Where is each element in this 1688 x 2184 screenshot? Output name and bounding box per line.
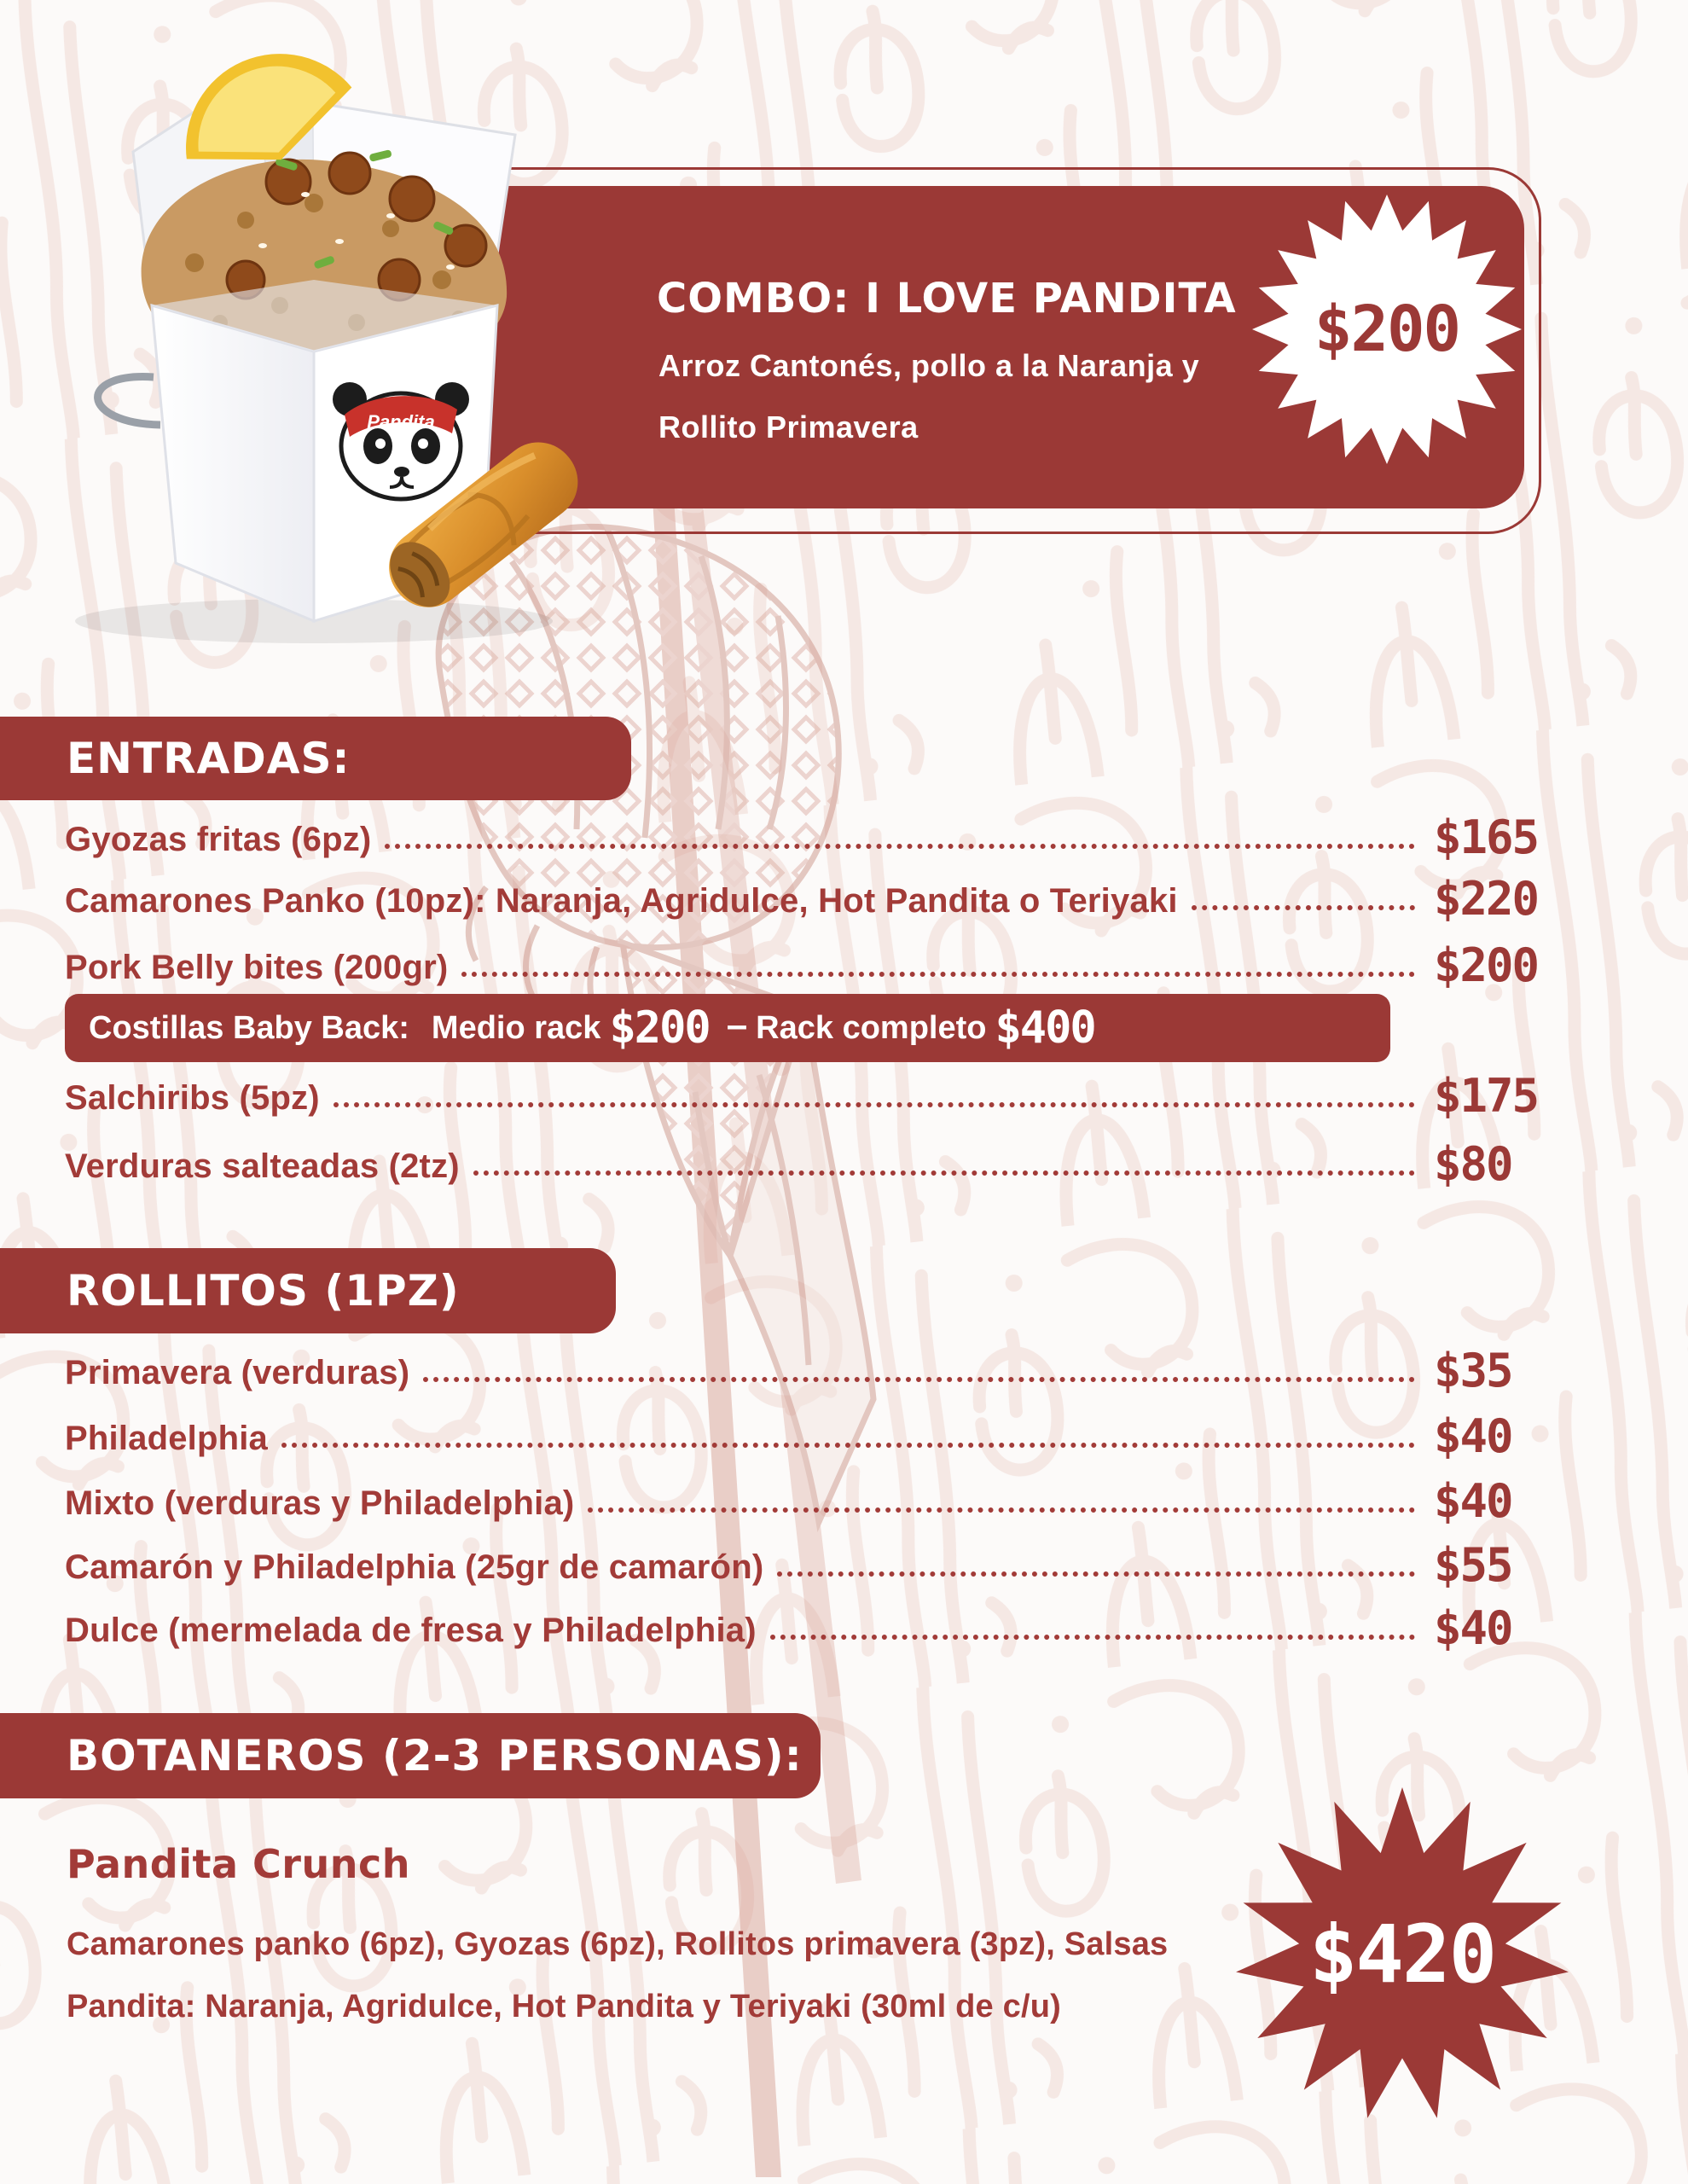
- section-header-label: ENTRADAS:: [67, 734, 351, 783]
- combo-description-line2: Rollito Primavera: [658, 410, 919, 444]
- menu-item-row: [65, 868, 1634, 926]
- dotted-leader: [385, 844, 1415, 849]
- combo-photo: [32, 24, 587, 651]
- item-name: Philadelphia: [65, 1420, 269, 1457]
- costillas-option1-label: Medio rack: [431, 1009, 601, 1046]
- botanero-price-starburst: [1235, 1787, 1569, 2122]
- item-name: Camarón y Philadelphia (25gr de camarón): [65, 1548, 764, 1586]
- menu-item-row: [65, 1470, 1634, 1529]
- item-price: $220: [1434, 872, 1539, 926]
- menu-item-row: [65, 1339, 1634, 1398]
- item-name: Primavera (verduras): [65, 1354, 410, 1391]
- item-name: Verduras salteadas (2tz): [65, 1147, 460, 1185]
- combo-title: COMBO: I LOVE PANDITA: [657, 275, 1237, 322]
- botanero-description-line1: Camarones panko (6pz), Gyozas (6pz), Rollitos primavera (3pz), Salsas: [67, 1926, 1169, 1962]
- costillas-highlight-bar: [65, 994, 1390, 1062]
- item-price: $165: [1434, 810, 1539, 865]
- item-price: $80: [1434, 1137, 1512, 1192]
- costillas-name: Costillas Baby Back:: [89, 1009, 409, 1046]
- menu-item-row: [65, 1133, 1634, 1192]
- menu-item-row: [65, 934, 1634, 993]
- panda-logo-text: Pandita: [367, 411, 435, 433]
- costillas-separator: –: [726, 1004, 748, 1046]
- dotted-leader: [461, 972, 1415, 977]
- botanero-item-title: Pandita Crunch: [67, 1841, 410, 1887]
- item-price: $40: [1434, 1474, 1512, 1529]
- item-price: $175: [1434, 1069, 1539, 1124]
- botanero-price: $420: [1308, 1908, 1496, 2001]
- section-header-label: BOTANEROS (2-3 PERSONAS):: [67, 1731, 803, 1780]
- menu-item-row: [65, 806, 1634, 865]
- costillas-option1-price: $200: [609, 1002, 710, 1054]
- combo-price-starburst: [1252, 195, 1522, 464]
- box-handle: [98, 377, 160, 425]
- item-name: Salchiribs (5pz): [65, 1079, 320, 1117]
- menu-item-row: [65, 1597, 1634, 1656]
- item-price: $35: [1434, 1344, 1512, 1398]
- menu-item-row: [65, 1065, 1634, 1124]
- item-name: Pork Belly bites (200gr): [65, 949, 449, 986]
- section-header-entradas: [0, 717, 631, 800]
- dotted-leader: [770, 1635, 1415, 1640]
- item-price: $40: [1434, 1409, 1512, 1464]
- dotted-leader: [334, 1102, 1415, 1107]
- section-header-label: ROLLITOS (1PZ): [67, 1266, 460, 1316]
- section-header-rollitos: [0, 1248, 616, 1333]
- item-price: $200: [1434, 938, 1539, 993]
- menu-item-row: [65, 1534, 1634, 1593]
- dotted-leader: [588, 1507, 1415, 1513]
- combo-price: $200: [1314, 293, 1460, 366]
- dotted-leader: [423, 1377, 1415, 1382]
- costillas-option2-label: Rack completo: [756, 1009, 987, 1046]
- section-header-botaneros: [0, 1713, 821, 1798]
- item-price: $40: [1434, 1601, 1512, 1656]
- item-name: Gyozas fritas (6pz): [65, 821, 372, 858]
- dotted-leader: [1192, 905, 1415, 910]
- dotted-leader: [281, 1443, 1415, 1448]
- item-name: Dulce (mermelada de fresa y Philadelphia): [65, 1612, 757, 1649]
- item-name: Mixto (verduras y Philadelphia): [65, 1484, 575, 1522]
- dotted-leader: [777, 1571, 1415, 1577]
- botanero-description-line2: Pandita: Naranja, Agridulce, Hot Pandita y Teriyaki (30ml de c/u): [67, 1989, 1061, 2024]
- item-price: $55: [1434, 1538, 1512, 1593]
- costillas-option2-price: $400: [995, 1002, 1095, 1054]
- item-name: Camarones Panko (10pz): Naranja, Agridulce, Hot Pandita o Teriyaki: [65, 882, 1178, 920]
- combo-description-line1: Arroz Cantonés, pollo a la Naranja y: [658, 348, 1200, 383]
- menu-item-row: [65, 1405, 1634, 1464]
- dotted-leader: [473, 1170, 1415, 1176]
